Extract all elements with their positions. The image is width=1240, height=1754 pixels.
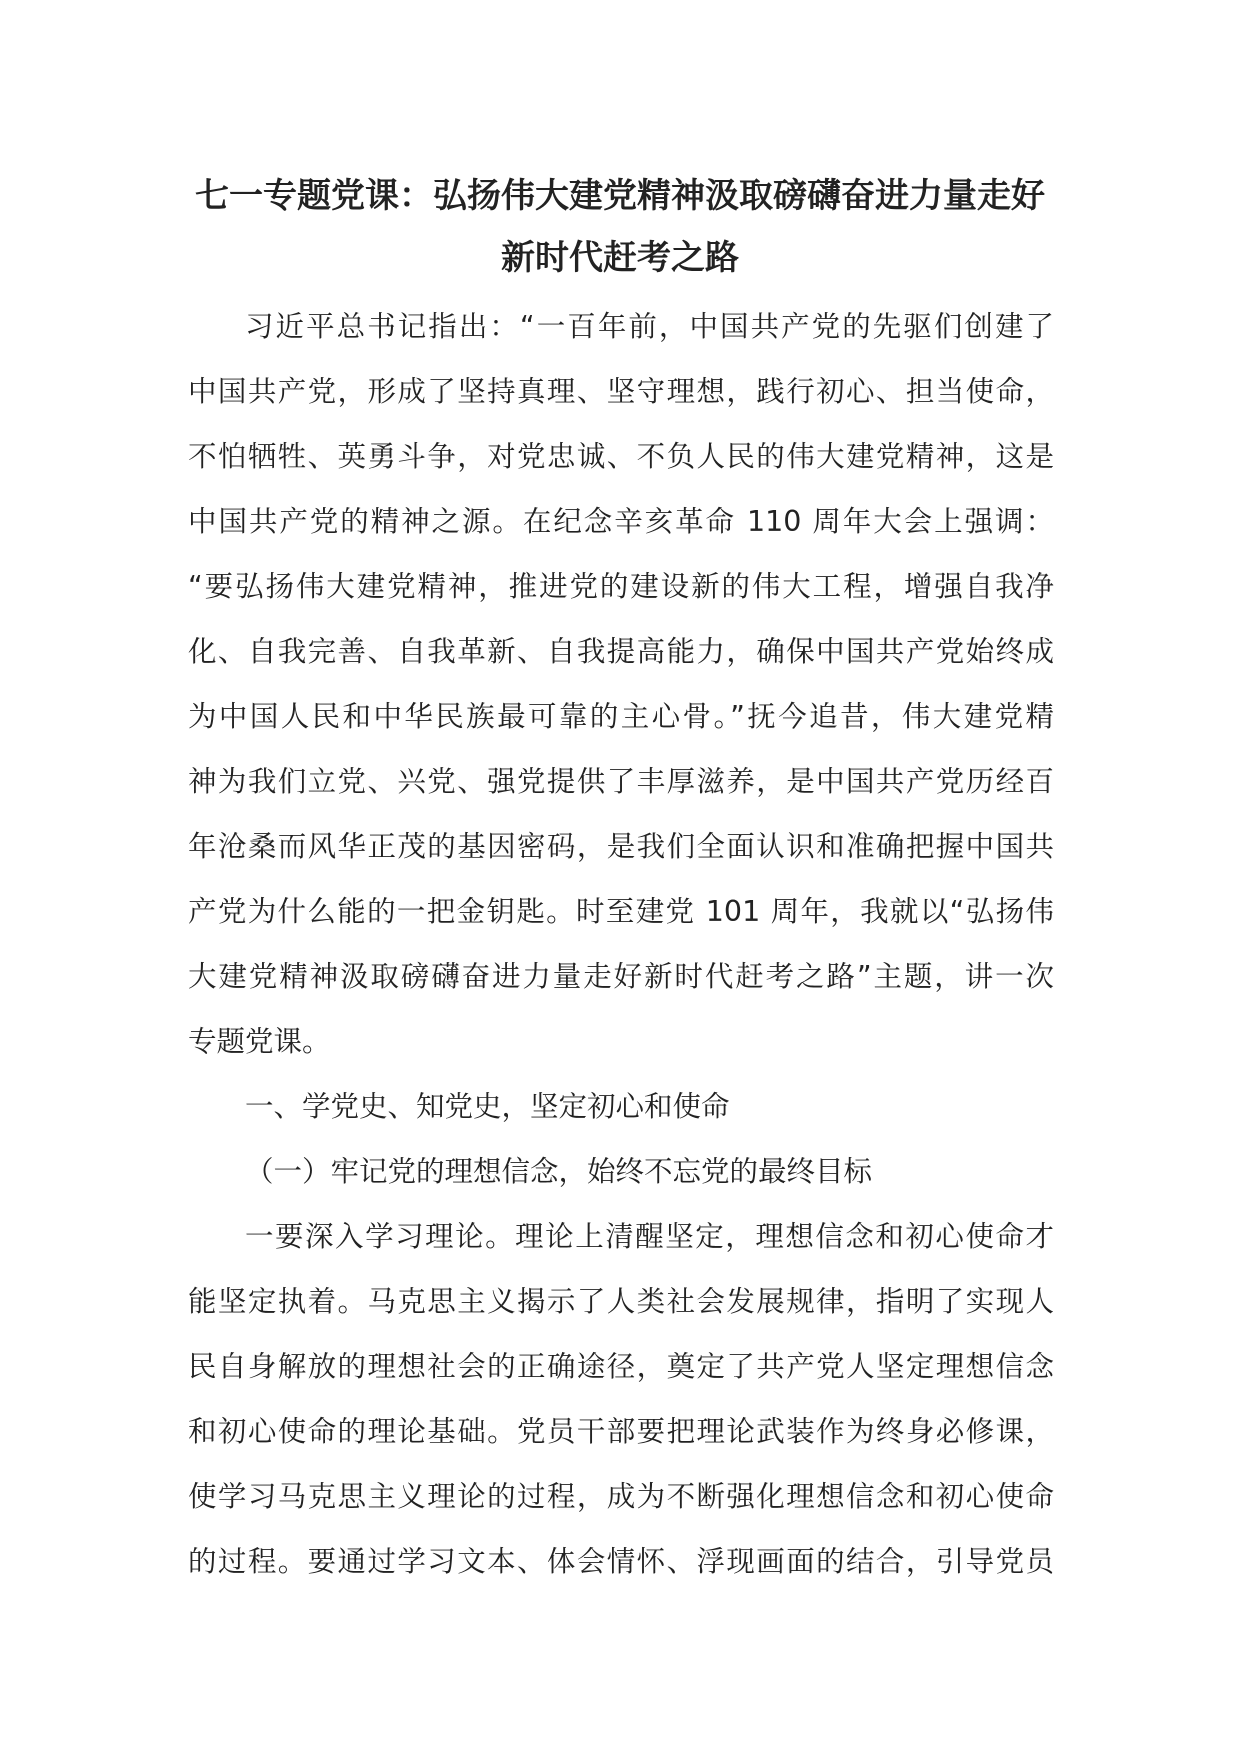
text-line: 专题党课。 [188, 1025, 331, 1058]
text-line: 年沧桑而风华正茂的基因密码，是我们全面认识和准确把握中国共 [188, 830, 1054, 863]
text-line: 能坚定执着。马克思主义揭示了人类社会发展规律，指明了实现人 [188, 1285, 1054, 1318]
document-title-line: 新时代赶考之路 [501, 238, 739, 278]
text-line: 不怕牺牲、英勇斗争，对党忠诚、不负人民的伟大建党精神，这是 [188, 440, 1054, 473]
text-line: 和初心使命的理论基础。党员干部要把理论武装作为终身必修课， [188, 1415, 1054, 1448]
text-line: 习近平总书记指出：“一百年前，中国共产党的先驱们创建了 [245, 310, 1054, 343]
paragraph-intro [188, 294, 1054, 1074]
heading-line: （一）牢记党的理想信念，始终不忘党的最终目标 [245, 1155, 873, 1188]
text-line: 产党为什么能的一把金钥匙。时至建党 101 周年，我就以“弘扬伟 [188, 895, 1054, 928]
text-line: 中国共产党的精神之源。在纪念辛亥革命 110 周年大会上强调： [188, 505, 1054, 538]
document-title [180, 165, 1060, 289]
document-title-line: 七一专题党课：弘扬伟大建党精神汲取磅礴奋进力量走好 [195, 176, 1045, 216]
subsection-heading-1 [188, 1139, 1054, 1204]
text-line: 一要深入学习理论。理论上清醒坚定，理想信念和初心使命才 [245, 1220, 1054, 1253]
text-line: 神为我们立党、兴党、强党提供了丰厚滋养，是中国共产党历经百 [188, 765, 1054, 798]
text-line: 民自身解放的理想社会的正确途径，奠定了共产党人坚定理想信念 [188, 1350, 1054, 1383]
text-line: 的过程。要通过学习文本、体会情怀、浮现画面的结合，引导党员 [188, 1545, 1054, 1578]
paragraph-theory [188, 1204, 1054, 1594]
text-line: 化、自我完善、自我革新、自我提高能力，确保中国共产党始终成 [188, 635, 1054, 668]
section-heading-1 [188, 1074, 1054, 1139]
text-line: 使学习马克思主义理论的过程，成为不断强化理想信念和初心使命 [188, 1480, 1054, 1513]
text-line: “要弘扬伟大建党精神，推进党的建设新的伟大工程，增强自我净 [188, 570, 1054, 603]
document-body [188, 294, 1054, 1594]
text-line: 为中国人民和中华民族最可靠的主心骨。”抚今追昔，伟大建党精 [188, 700, 1054, 733]
heading-line: 一、学党史、知党史，坚定初心和使命 [245, 1090, 730, 1123]
text-line: 中国共产党，形成了坚持真理、坚守理想，践行初心、担当使命， [188, 375, 1054, 408]
text-line: 大建党精神汲取磅礴奋进力量走好新时代赶考之路”主题，讲一次 [188, 960, 1054, 993]
